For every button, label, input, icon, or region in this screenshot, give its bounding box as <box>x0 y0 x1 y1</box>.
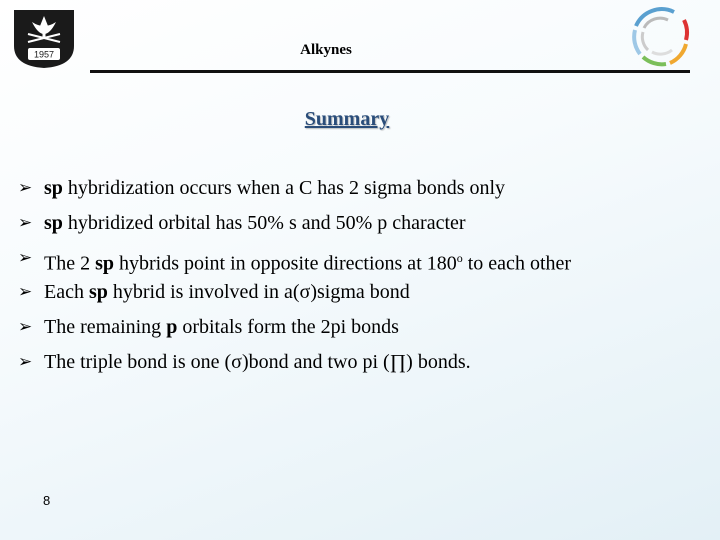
list-item: ➢ The remaining p orbitals form the 2pi bonds <box>18 316 399 339</box>
header-title: Alkynes <box>300 42 352 58</box>
list-item: ➢ The 2 sp hybrids point in opposite directions at 180$^o$ to each other <box>18 247 572 275</box>
logo-year: 1957 <box>33 49 55 60</box>
list-item: ➢ Each sp hybrid is involved in a(σ)sigma bond <box>18 281 410 304</box>
list-item: ➢ sp hybridized orbital has 50% s and 50% p character <box>18 211 466 234</box>
arrow-right-icon: ➢ <box>18 247 33 268</box>
summary-bullet-list <box>18 176 708 385</box>
arrow-right-icon: ➢ <box>18 212 33 233</box>
page-number: 8 <box>43 493 51 508</box>
list-item: ➢ sp hybridization occurs when a C has 2 sigma bonds only <box>18 177 506 199</box>
university-logo <box>10 6 78 70</box>
arrow-right-icon: ➢ <box>18 178 33 198</box>
header-divider <box>90 70 690 73</box>
arrow-right-icon: ➢ <box>18 317 33 338</box>
arrow-right-icon: ➢ <box>18 282 33 303</box>
summary-heading: Summary <box>304 108 390 130</box>
arrow-right-icon: ➢ <box>18 351 33 372</box>
list-item: ➢ The triple bond is one (σ)bond and two pi (∏) bonds. <box>18 350 471 373</box>
